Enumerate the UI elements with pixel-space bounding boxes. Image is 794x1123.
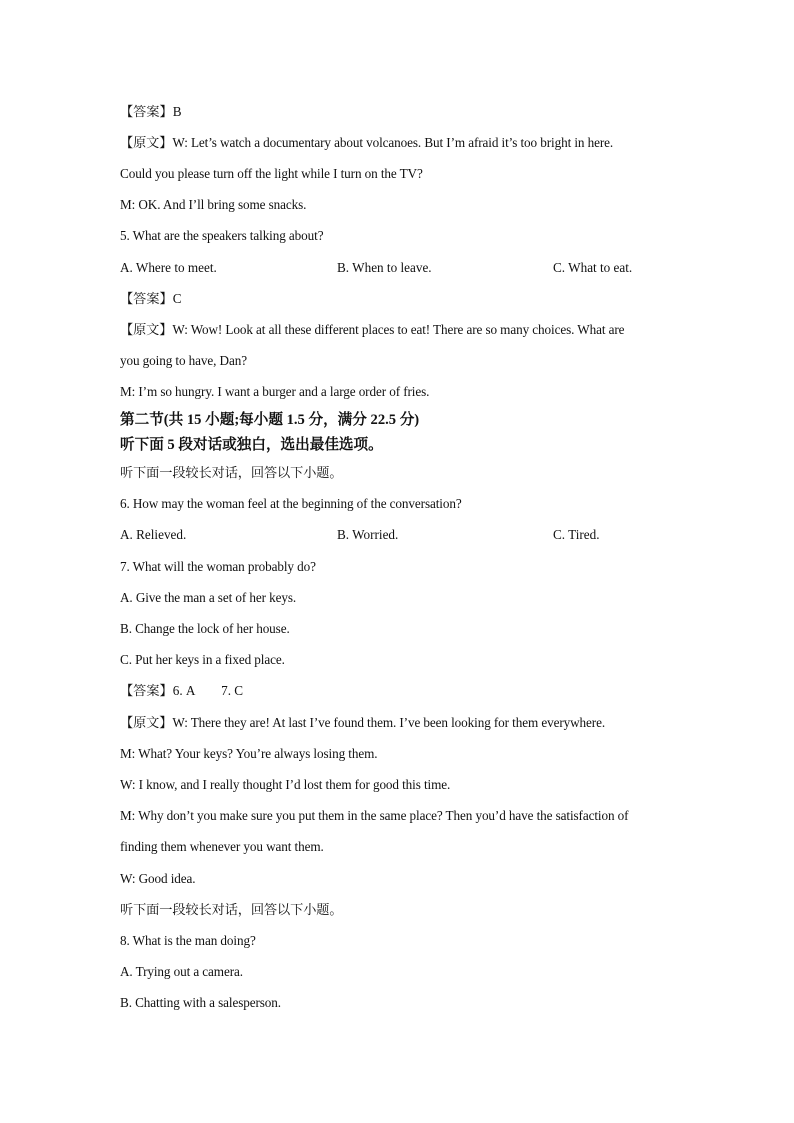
section-instruction: 听下面 5 段对话或独白，选出最佳选项。 [120, 437, 383, 453]
transcript-q4-line2: Could you please turn off the light while I turn on the TV? [120, 166, 423, 181]
question-5: 5. What are the speakers talking about? [120, 228, 324, 243]
question-8-option-b: B. Chatting with a salesperson. [120, 995, 281, 1010]
question-6-option-a: A. Relieved. [120, 527, 187, 542]
transcript-q4-line3: M: OK. And I’ll bring some snacks. [120, 197, 307, 212]
transcript-q5-line1: 【原文】W: Wow! Look at all these different places to eat! There are so many choices. What are [120, 322, 625, 337]
question-8-option-a: A. Trying out a camera. [120, 964, 243, 979]
transcript-q6-line1: 【原文】W: There they are! At last I’ve found them. I’ve been looking for them everywhere. [120, 715, 606, 730]
answer-label-q4: 【答案】B [120, 104, 182, 119]
section-heading: 第二节(共 15 小题;每小题 1.5 分，满分 22.5 分) [120, 412, 420, 428]
question-5-option-a: A. Where to meet. [120, 260, 217, 275]
question-7: 7. What will the woman probably do? [120, 559, 316, 574]
transcript-q5-line2: you going to have, Dan? [120, 353, 247, 368]
question-6: 6. How may the woman feel at the beginning of the conversation? [120, 496, 462, 511]
question-8: 8. What is the man doing? [120, 933, 256, 948]
question-7-option-a: A. Give the man a set of her keys. [120, 590, 297, 605]
question-6-option-c: C. Tired. [553, 527, 600, 542]
dialogue-instruction-1: 听下面一段较长对话，回答以下小题。 [120, 465, 343, 480]
dialogue-instruction-2: 听下面一段较长对话，回答以下小题。 [120, 902, 343, 917]
transcript-q6-line4: M: Why don’t you make sure you put them in the same place? Then you’d have the satisfaction of [120, 808, 629, 823]
question-7-option-c: C. Put her keys in a fixed place. [120, 652, 285, 667]
question-5-option-b: B. When to leave. [337, 260, 432, 275]
transcript-q4-line1: 【原文】W: Let’s watch a documentary about volcanoes. But I’m afraid it’s too bright in here. [120, 135, 614, 150]
transcript-q6-line2: M: What? Your keys? You’re always losing them. [120, 746, 378, 761]
transcript-q6-line5: finding them whenever you want them. [120, 839, 324, 854]
question-6-option-b: B. Worried. [337, 527, 399, 542]
transcript-q6-line3: W: I know, and I really thought I’d lost them for good this time. [120, 777, 451, 792]
answer-label-q5: 【答案】C [120, 291, 182, 306]
transcript-q6-line6: W: Good idea. [120, 871, 196, 886]
question-5-option-c: C. What to eat. [553, 260, 633, 275]
transcript-q5-line3: M: I’m so hungry. I want a burger and a large order of fries. [120, 384, 430, 399]
question-7-option-b: B. Change the lock of her house. [120, 621, 290, 636]
answer-label-q6-q7: 【答案】6. A 7. C [120, 683, 244, 698]
